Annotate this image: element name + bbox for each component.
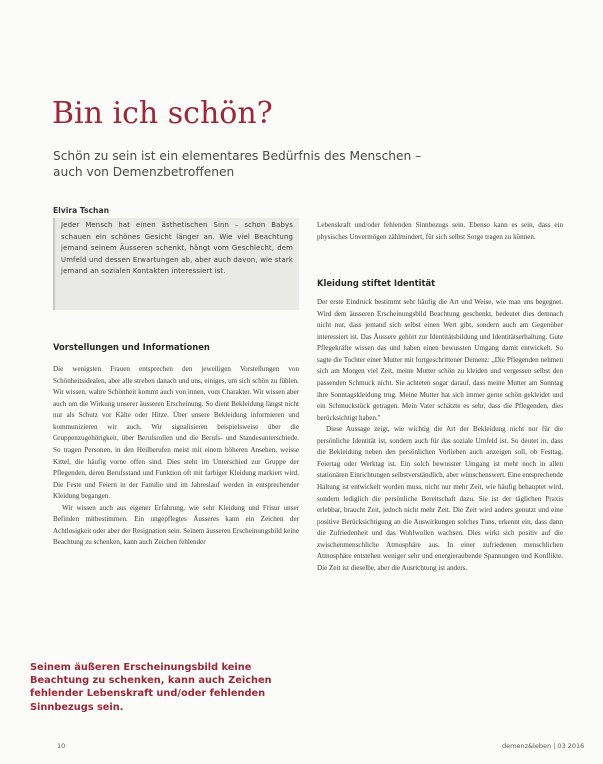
paragraph: Der erste Eindruck bestimmt sehr häufig die Art und Weise, wie man uns begegnet. Wird dem äusseren Erscheinungsbild Beachtung geschenkt, bedeutet dies demnach nicht nur, dass jemand sich selbst einen Wert gibt, sondern auch am Gegenüber interessiert ist. Das Äussere gehört zur Identitätsbildung und Identitätserhaltung. Gute Pflegekräfte wissen das und haben einen bewussten Umgang damit entwickelt. So sagte die Tochter einer Mutter mit fortgeschrittener Demenz: „Die Pflegenden nehmen sich am Morgen viel Zeit, meine Mutter schön zu kleiden und vergessen selbst den passenden Schmuck nicht. Sie achteten sogar darauf, dass meine Mutter am Sonntag ihre Sonntagskleidung trug. Meine Mutter hat sich immer gerne schön gekleidet und ein Schmuckstück getragen. Mein Vater schätzte es sehr, dass die Pflegenden, dies berücksichtigt haben." [317, 298, 563, 422]
section-heading-vorstellungen: Vorstellungen und Informationen [53, 342, 210, 352]
left-column-body [53, 364, 299, 664]
right-column-body [317, 297, 563, 717]
pull-quote: Seinem äußeren Erscheinungsbild keine Beachtung zu schenken, kann auch Zeichen fehlender Lebenskraft und/oder fehlenden Sinnbezugs sein. [30, 662, 272, 713]
paragraph: Die wenigsten Frauen entsprechen den jeweiligen Vorstellungen von Schönheitsidealen, aber alle streben danach und uns, einiges, um sich schön zu fühlen. Wir wissen, wahre Schönheit kommt auch von innen, vom Charakter. Wir wissen aber auch um die Wirkung unserer äusseren Erscheinung. So dient Bekleidung längst nicht nur als Schutz vor Kälte oder Hitze. Über unsere Bekleidung informieren und kommunizieren wir auch. Wir signalisieren beispielsweise über die Gruppenzugehörigkeit, über Berufsrollen und die Berufs- und Standesunterschiede. So tragen Personen, in den Heilberufen meist mit einem höheren Ansehen, weisse Kittel, die häufig vorne offen sind. Dies steht im Unterschied zur Gruppe der Pflegenden, deren Berufsstand und Funktion oft mit farbiger Kleidung markiert wird. Die Feste und Feiern in der Familie und im Jahreslauf werden in entsprechender Kleidung begangen. [53, 365, 299, 501]
lead-box [53, 218, 299, 310]
right-column-intro [317, 220, 563, 256]
article-subtitle: Schön zu sein ist ein elementares Bedürfnis des Menschen – auch von Demenzbetroffenen [53, 149, 422, 179]
article-title: Bin ich schön? [52, 96, 273, 131]
paragraph: Lebenskraft und/oder fehlenden Sinnbezugs sein. Ebenso kann es sein, dass ein physisches Unvermögen zählmindert, für sich selbst Sorge tragen zu können. [317, 221, 563, 241]
section-heading-kleidung: Kleidung stiftet Identität [317, 278, 436, 288]
author-name: Elvira Tschan [53, 206, 109, 215]
paragraph: Diese Aussage zeigt, wie wichtig die Art der Bekleidung nicht nur für die persönliche Identität ist, sondern auch für das soziale Umfeld ist. So deutet in, dass die Bekleidung neben den persönlichen Vorlieben auch anzeigen soll, ob Festtag, Feiertag oder Werktag ist. Ein solch bewusster Umgang ist mehr noch in allen stationären Einrichtungen selbstverständlich, aber wünschenswert. Eine entsprechende Haltung ist entwickelt worden muss, nicht nur mehr Zeit, wie häufig behauptet wird, sondern lediglich die persönliche Bereitschaft dazu. Sie ist der täglichen Praxis erlebbar, braucht Zeit, jedoch nicht mehr Zeit. Die Zeit wird anders genutzt und eine positive Berücksichtigung an die Auswirkungen solches Tuns, erkennt ein, dass dann die Zufriedenheit und das Wohlwollen wachsen. Dies wirkt sich positiv auf die zwischenmenschliche Atmosphäre aus. In einer zufriedenen menschlichen Atmosphäre entstehen weniger sehr und energieraubende Spannungen und Konflikte. Die Zeit ist dieselbe, aber die Ausrichtung ist anders. [317, 425, 563, 572]
page-number: 10 [57, 742, 66, 750]
lead-text: Jeder Mensch hat einen ästhetischen Sinn – schon Babys schauen ein schönes Gesicht länger an. Wie viel Beachtung jemand seinem Äusseren schenkt, hängt vom Geschlecht, dem Umfeld und dessen Erwartungen ab, aber auch davon, wie stark jemand an sozialen Kontakten interessiert ist. [61, 221, 293, 276]
paragraph: Wir wissen auch aus eigener Erfahrung, wie sehr Kleidung und Frisur unser Befinden mitbestimmen. Ein ungepflegtes Äusseres kann ein Zeichen der Achtlosigkeit oder aber der Resignation sein. Seinem äusseren Erscheinungsbild keine Beachtung zu schenken, kann auch Zeichen fehlender [53, 503, 299, 547]
magazine-footer: demenz&leben | 03 2016 [502, 742, 585, 750]
